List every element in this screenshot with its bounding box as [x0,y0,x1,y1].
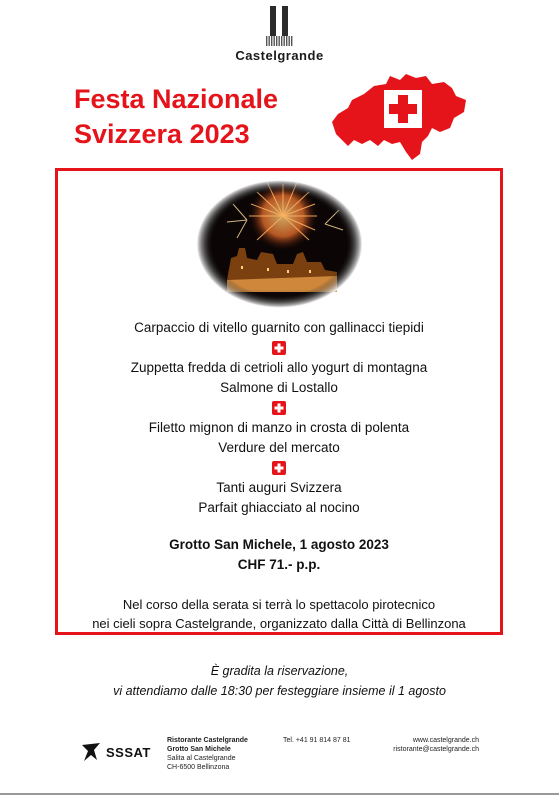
footer-phone: Tel. +41 91 814 87 81 [283,737,351,744]
note-line-2: nei cieli sopra Castelgrande, organizzato dalla Città di Bellinzona [92,616,466,631]
event-place-date: Grotto San Michele, 1 agosto 2023 [169,537,389,552]
sssat-logo [80,741,151,763]
castelgrande-logo [0,6,559,63]
menu-item: Tanti auguri Svizzera [216,480,342,495]
brand-name: Castelgrande [235,48,324,63]
swiss-cross-icon [272,401,286,415]
menu-item: Verdure del mercato [218,440,340,455]
sssat-text: SSSAT [106,744,151,760]
email-link[interactable]: ristorante@castelgrande.ch [393,746,479,753]
event-price: CHF 71.- p.p. [237,557,321,572]
menu-item: Filetto mignon di manzo in crosta di polenta [148,420,410,435]
reservation-note [0,661,559,701]
note-line-1: Nel corso della serata si terrà lo spettacolo pirotecnico [122,597,436,612]
menu-item: Zuppetta fredda di cetrioli allo yogurt di montagna [130,360,428,375]
castelgrande-logo-icon [265,6,295,46]
course-separator [55,458,503,478]
menu-list [55,318,503,518]
website-link[interactable]: www.castelgrande.ch [412,737,479,744]
address-line: Salita al Castelgrande [167,755,236,762]
course-separator [55,338,503,358]
page-title [74,82,278,152]
course-separator [55,398,503,418]
sssat-logo-icon [80,741,102,763]
reservation-line-2: vi attendiamo dalle 18:30 per festeggiare insieme il 1 agosto [113,684,446,698]
title-line-2: Svizzera 2023 [74,119,250,149]
title-line-1: Festa Nazionale [74,84,279,114]
footer-address [167,736,248,772]
footer [0,736,559,786]
fireworks-photo [197,180,362,308]
menu-item: Salmone di Lostallo [220,380,338,395]
address-line: CH-6500 Bellinzona [167,764,230,771]
swiss-map-icon [328,70,470,162]
address-line: Ristorante Castelgrande [167,737,248,744]
swiss-cross-icon [272,341,286,355]
reservation-line-1: È gradita la riservazione, [210,664,349,678]
event-info [55,535,503,575]
menu-item: Carpaccio di vitello guarnito con gallinacci tiepidi [134,320,424,335]
address-line: Grotto San Michele [167,746,231,753]
footer-contacts [393,736,479,754]
swiss-cross-icon [272,461,286,475]
fireworks-note [55,595,503,633]
menu-item: Parfait ghiacciato al nocino [198,500,360,515]
